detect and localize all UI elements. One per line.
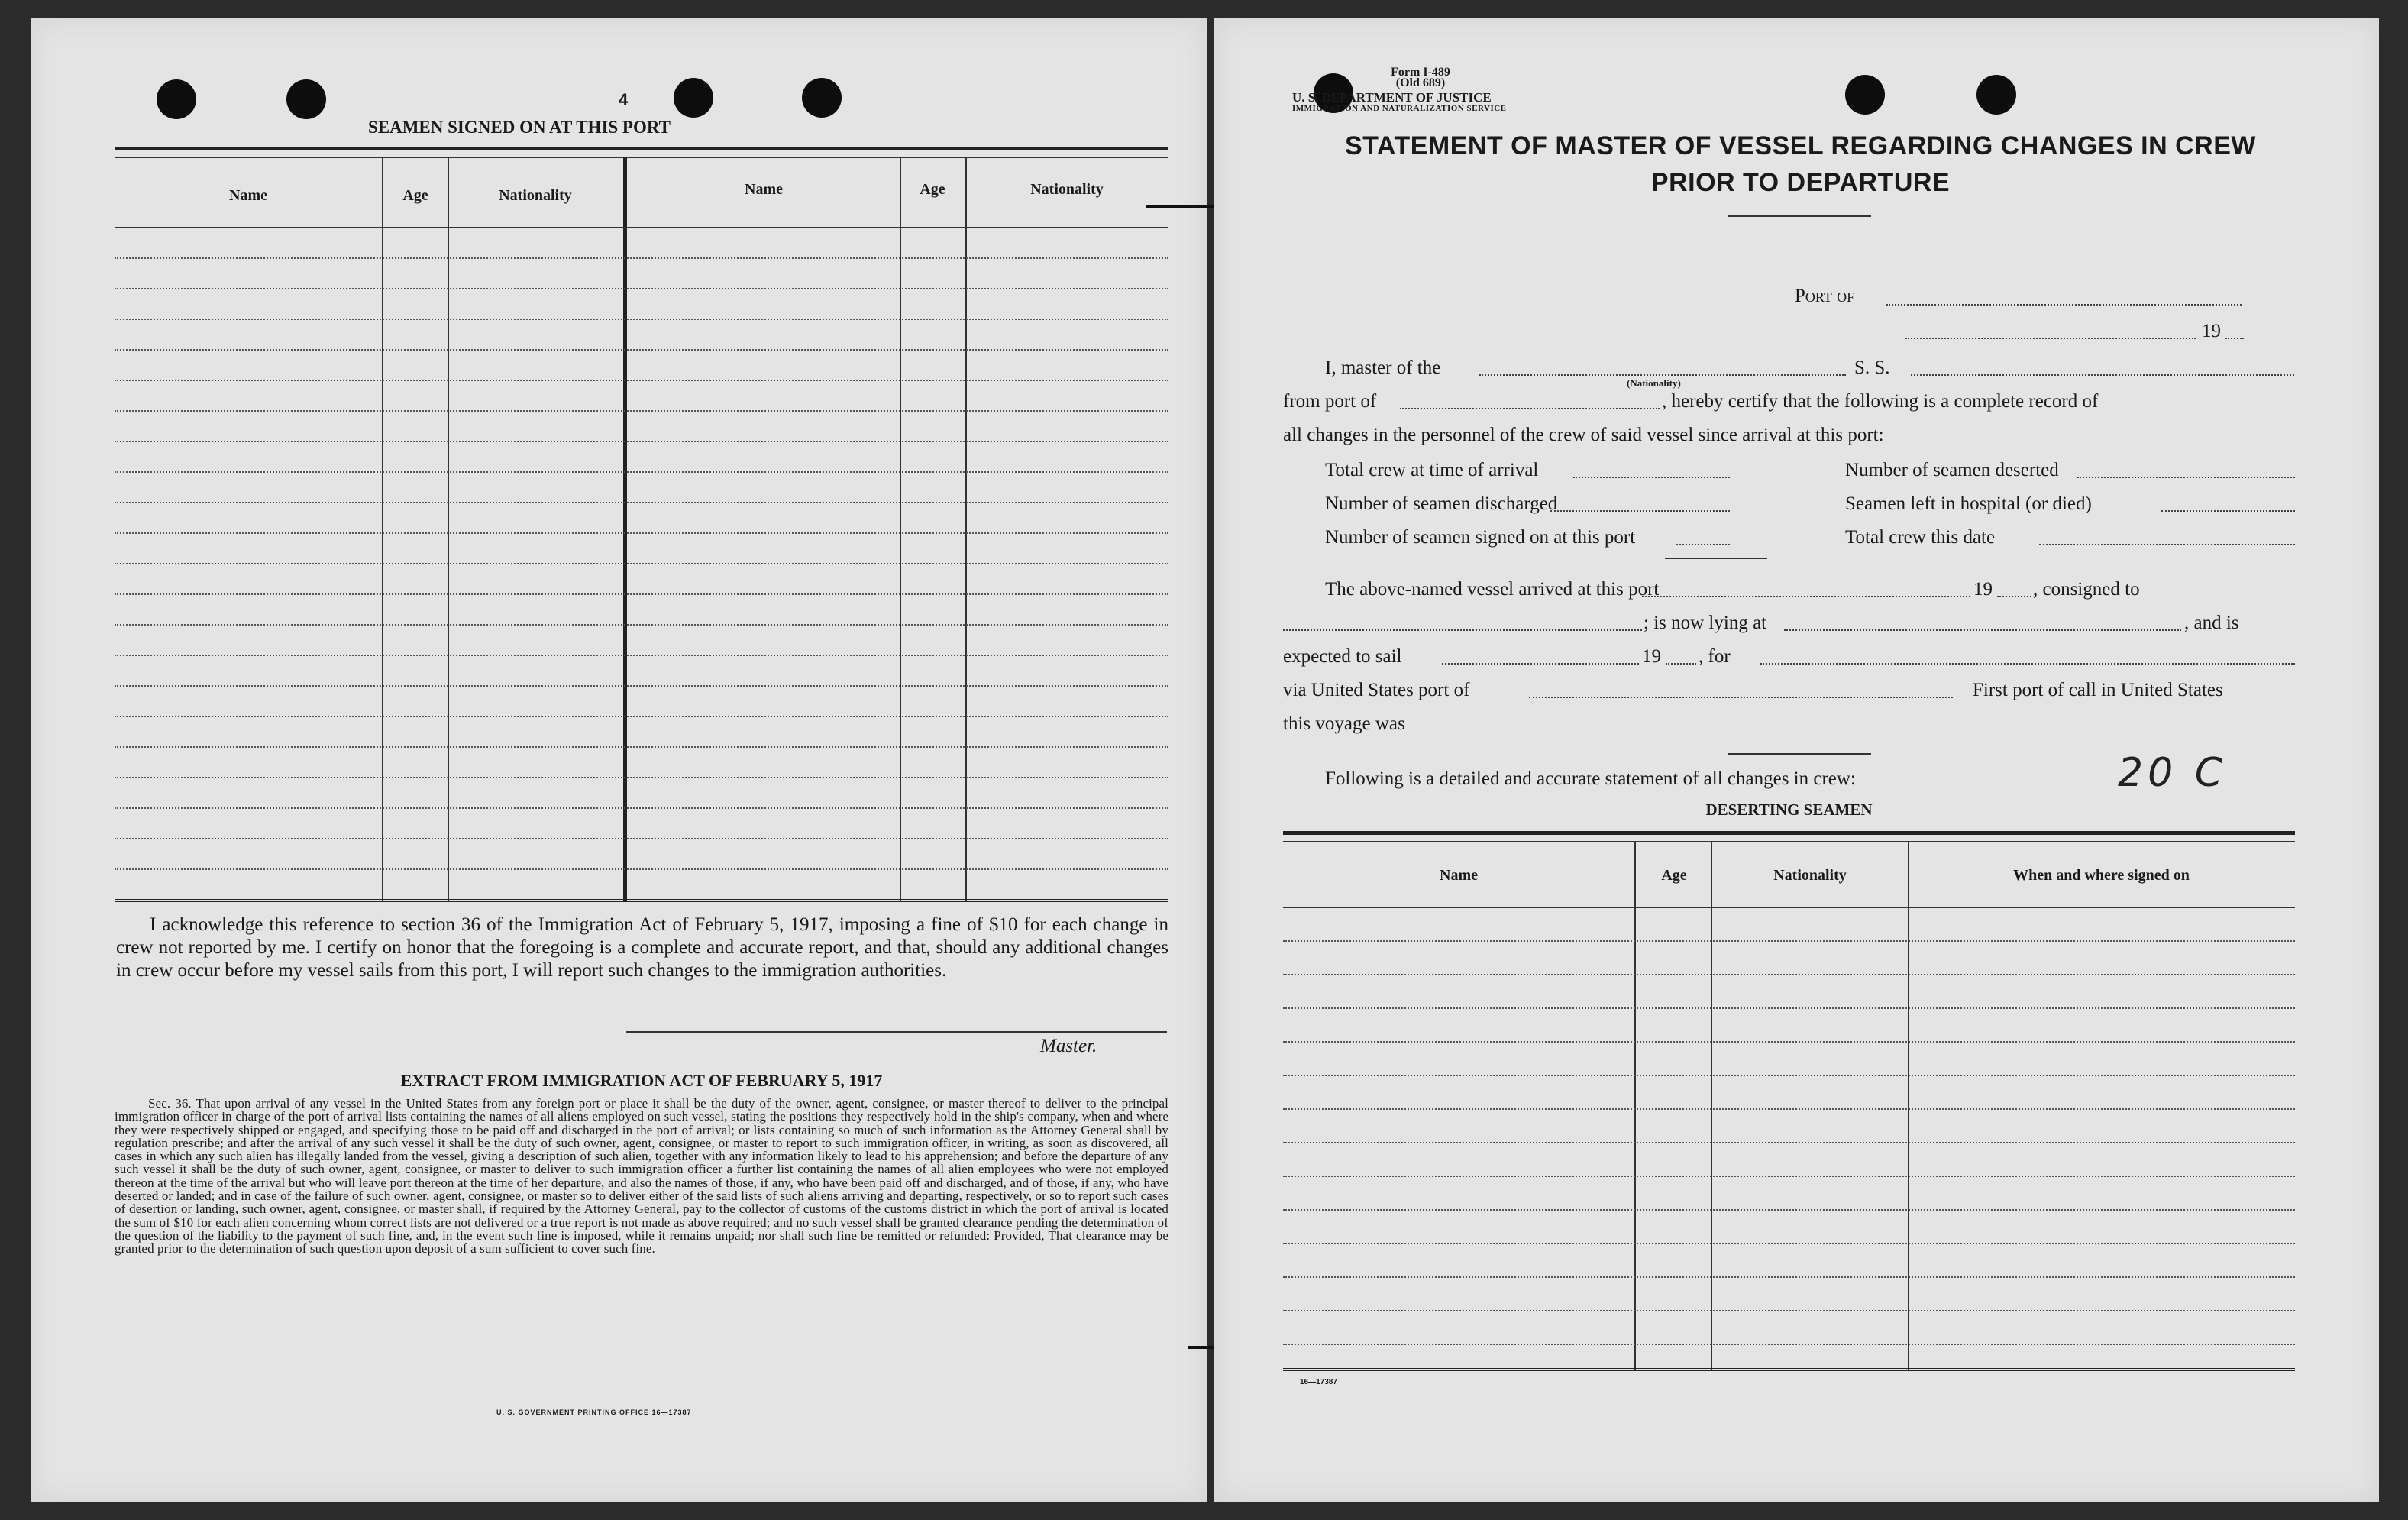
table-row <box>1283 1007 2295 1010</box>
date-field[interactable] <box>1905 338 2196 339</box>
column-divider <box>1908 841 1909 1371</box>
stat-seamen-discharged: Number of seamen discharged <box>1325 493 1558 514</box>
ss-label: S. S. <box>1854 357 1890 378</box>
changes-text: all changes in the personnel of the crew of said vessel since arrival at this port: <box>1283 425 1884 445</box>
col-header-age: Age <box>1661 867 1687 884</box>
consigned-label: , consigned to <box>2033 579 2140 600</box>
table-row <box>115 441 1168 443</box>
table-row <box>115 716 1168 718</box>
printer-note: U. S. GOVERNMENT PRINTING OFFICE 16—17387 <box>496 1408 692 1416</box>
footer-code: 16—17387 <box>1300 1378 1337 1386</box>
column-divider <box>382 157 383 902</box>
table-row <box>1283 1075 2295 1077</box>
col-header-name: Name <box>229 187 267 204</box>
col-header-nationality-2: Nationality <box>1030 181 1104 198</box>
via-label: via United States port of <box>1283 680 1470 700</box>
col-header-age: Age <box>402 187 428 204</box>
table-rule <box>115 157 1168 159</box>
extract-text: Sec. 36. That upon arrival of any vessel in the United States from any foreign port or place it shall be the duty of the owner, agent, consignee, or master thereof to deliver to the principal immigration officer in charge of the port of arrival lists containing the names of all aliens employed on such vessel, stating the positions they respectively hold in the ship's company, when and where they were respectively shipped or engaged, and specifying those to be paid off and discharged in the port of arrival; or lists containing so much of such information as the Attorney General shall by regulation prescribe; and after the arrival of any such vessel it shall be the duty of such owner, agent, consignee, or master to report to such immigration officer, in writing, as soon as discovered, all cases in which any such alien has illegally landed from the vessel, giving a description of such alien, together with any information likely to lead to his apprehension; and before the departure of any such vessel it shall be the duty of such owner, agent, consignee, or master to deliver to such immigration officer a further list containing the names of all alien employees who were not employed thereon at the time of the arrival but who will leave port thereon at the time of her departure, and also the names of those, if any, who have been paid off and discharged, and of those, if any, who have deserted or landed; and in case of the failure of such owner, agent, consignee, or master so to deliver either of the said lists of such aliens arriving and departing, respectively, or so to report such cases of desertion or landing, such owner, agent, consignee, or master shall, if required by the Attorney General, pay to the collector of customs of the customs district in which the port of arrival is located the sum of $10 for each alien concerning whom correct lists are not delivered or a true report is not made as above required; and no such vessel shall be granted clearance pending the determination of the question of the liability to the payment of such fine, and, in the event such fine is imposed, while it remains unpaid; nor shall such fine be remitted or refunded: Provided, That clearance may be granted prior to the determination of such question upon deposit of a sum sufficient to cover such fine. <box>115 1096 1168 1256</box>
deserting-title: DESERTING SEAMEN <box>1705 800 1873 819</box>
table-row <box>115 685 1168 687</box>
table-row <box>1283 1243 2295 1245</box>
voyage-label: this voyage was <box>1283 713 1405 734</box>
header-rule <box>1283 907 2295 909</box>
stat-seamen-deserted-field[interactable] <box>2077 477 2295 478</box>
handwritten-note: 20 C <box>2118 750 2228 796</box>
form-number <box>1375 67 1466 89</box>
nationality-field[interactable] <box>1479 374 1846 376</box>
table-row <box>115 593 1168 596</box>
lying-label: ; is now lying at <box>1644 613 1767 633</box>
col-header-name-2: Name <box>745 181 783 198</box>
service-name: IMMIGRATION AND NATURALIZATION SERVICE <box>1292 104 1507 113</box>
stat-seamen-hospital: Seamen left in hospital (or died) <box>1845 493 2092 514</box>
and-is-label: , and is <box>2184 613 2239 633</box>
table-bottom-rule <box>115 899 1168 902</box>
table-row <box>1283 940 2295 943</box>
table-row <box>115 288 1168 290</box>
table-row <box>1283 1209 2295 1211</box>
stat-total-crew-arrival-field[interactable] <box>1573 477 1730 478</box>
year-field[interactable] <box>2225 338 2244 339</box>
form-id: Form I-489 <box>1391 66 1450 79</box>
table-rule <box>1283 841 2295 843</box>
table-row <box>115 319 1168 321</box>
header-rule <box>115 227 1168 229</box>
table-row <box>115 563 1168 565</box>
sail-year-prefix: 19 <box>1642 646 1661 667</box>
column-divider <box>965 157 967 902</box>
table-row <box>115 746 1168 749</box>
table-row <box>115 868 1168 871</box>
table-row <box>115 838 1168 840</box>
table-row <box>1283 1041 2295 1043</box>
voyage-rule <box>1728 753 1871 755</box>
expected-label: expected to sail <box>1283 646 1402 667</box>
form-title-line2: PRIOR TO DEPARTURE <box>1650 168 1951 197</box>
table-row <box>1283 1142 2295 1144</box>
table-row <box>1283 1276 2295 1279</box>
col-header-nationality: Nationality <box>1773 867 1847 884</box>
stats-rule <box>1665 558 1767 559</box>
table-row <box>115 471 1168 474</box>
from-port-field[interactable] <box>1400 408 1660 409</box>
col-header-name: Name <box>1440 867 1478 884</box>
stat-seamen-discharged-field[interactable] <box>1550 510 1730 512</box>
master-label: Master. <box>1040 1036 1097 1056</box>
table-row <box>115 777 1168 779</box>
column-divider <box>623 157 627 902</box>
col-header-signed-on: When and where signed on <box>2013 867 2190 884</box>
table-row <box>1283 1344 2295 1346</box>
deserting-seamen-table <box>1283 831 2295 1371</box>
arrival-year-prefix: 19 <box>1973 579 1993 600</box>
table-row <box>115 410 1168 412</box>
table-title: SEAMEN SIGNED ON AT THIS PORT <box>367 118 671 137</box>
lying-at-field[interactable] <box>1784 629 2181 631</box>
table-row <box>1283 1176 2295 1178</box>
from-port-label: from port of <box>1283 391 1377 412</box>
table-row <box>1283 1108 2295 1111</box>
table-row <box>115 807 1168 810</box>
table-row <box>1283 1310 2295 1312</box>
table-row <box>115 380 1168 382</box>
table-row <box>115 532 1168 535</box>
signed-on-table <box>115 147 1168 902</box>
year-prefix: 19 <box>2202 321 2221 341</box>
left-form-page <box>31 18 1207 1502</box>
punch-hole <box>157 79 196 119</box>
punch-hole <box>674 78 713 118</box>
title-rule <box>1728 215 1871 217</box>
table-row <box>115 624 1168 626</box>
first-port-label: First port of call in United States <box>1973 680 2223 700</box>
arrival-date-field[interactable] <box>1642 596 1970 597</box>
via-port-field[interactable] <box>1529 697 1953 698</box>
table-row <box>1283 974 2295 976</box>
destination-field[interactable] <box>1760 663 2295 665</box>
punch-hole <box>802 78 842 118</box>
punch-hole <box>1976 75 2016 115</box>
stat-total-crew-date: Total crew this date <box>1845 527 1996 548</box>
port-of-field[interactable] <box>1886 304 2242 306</box>
following-label: Following is a detailed and accurate statement of all changes in crew: <box>1325 768 1856 789</box>
table-bottom-rule <box>1283 1368 2295 1371</box>
port-of-label: Port of <box>1795 286 1855 306</box>
table-row <box>115 655 1168 657</box>
certify-text: , hereby certify that the following is a complete record of <box>1662 391 2099 412</box>
table-row <box>115 349 1168 351</box>
stat-seamen-deserted: Number of seamen deserted <box>1845 460 2059 480</box>
page-number: 4 <box>619 90 629 109</box>
stat-seamen-signed-on-field[interactable] <box>1676 544 1730 545</box>
department-name: U. S. DEPARTMENT OF JUSTICE <box>1292 90 1492 105</box>
sail-date-field[interactable] <box>1442 663 1639 665</box>
vessel-name-field[interactable] <box>1911 374 2294 376</box>
master-signature-line <box>626 1031 1167 1033</box>
punch-hole <box>286 79 326 119</box>
column-divider <box>1634 841 1636 1371</box>
column-divider <box>448 157 449 902</box>
stat-seamen-signed-on: Number of seamen signed on at this port <box>1325 527 1636 548</box>
old-form-id: (Old 689) <box>1395 76 1446 89</box>
col-header-age-2: Age <box>920 181 945 198</box>
form-title-line1: STATEMENT OF MASTER OF VESSEL REGARDING CHANGES IN CREW <box>1345 131 2256 160</box>
sail-year-field[interactable] <box>1666 663 1696 665</box>
extract-title: EXTRACT FROM IMMIGRATION ACT OF FEBRUARY 5, 1917 <box>400 1071 883 1090</box>
column-divider <box>1711 841 1712 1371</box>
stat-seamen-hospital-field[interactable] <box>2161 510 2295 512</box>
acknowledgment-text: I acknowledge this reference to section 36 of the Immigration Act of February 5, 1917, imposing a fine of $10 for each change in crew not reported by me. I certify on honor that the foregoing is a complete and accurate report, and that, should any additional changes in crew occur before my vessel sails from this port, I will report such changes to the immigration authorities. <box>116 914 1168 981</box>
col-header-nationality: Nationality <box>499 187 572 204</box>
for-label: , for <box>1699 646 1731 667</box>
column-divider <box>900 157 901 902</box>
stat-total-crew-date-field[interactable] <box>2039 544 2295 545</box>
nationality-note: (Nationality) <box>1627 377 1681 389</box>
stat-total-crew-arrival: Total crew at time of arrival <box>1325 460 1539 480</box>
arrived-label: The above-named vessel arrived at this port <box>1325 579 1660 600</box>
table-row <box>115 257 1168 260</box>
right-form-page <box>1214 18 2379 1502</box>
punch-hole <box>1845 75 1885 115</box>
arrival-year-field[interactable] <box>1997 596 2031 597</box>
table-row <box>115 502 1168 504</box>
master-of-label: I, master of the <box>1325 357 1441 378</box>
consignee-field[interactable] <box>1283 629 1642 631</box>
